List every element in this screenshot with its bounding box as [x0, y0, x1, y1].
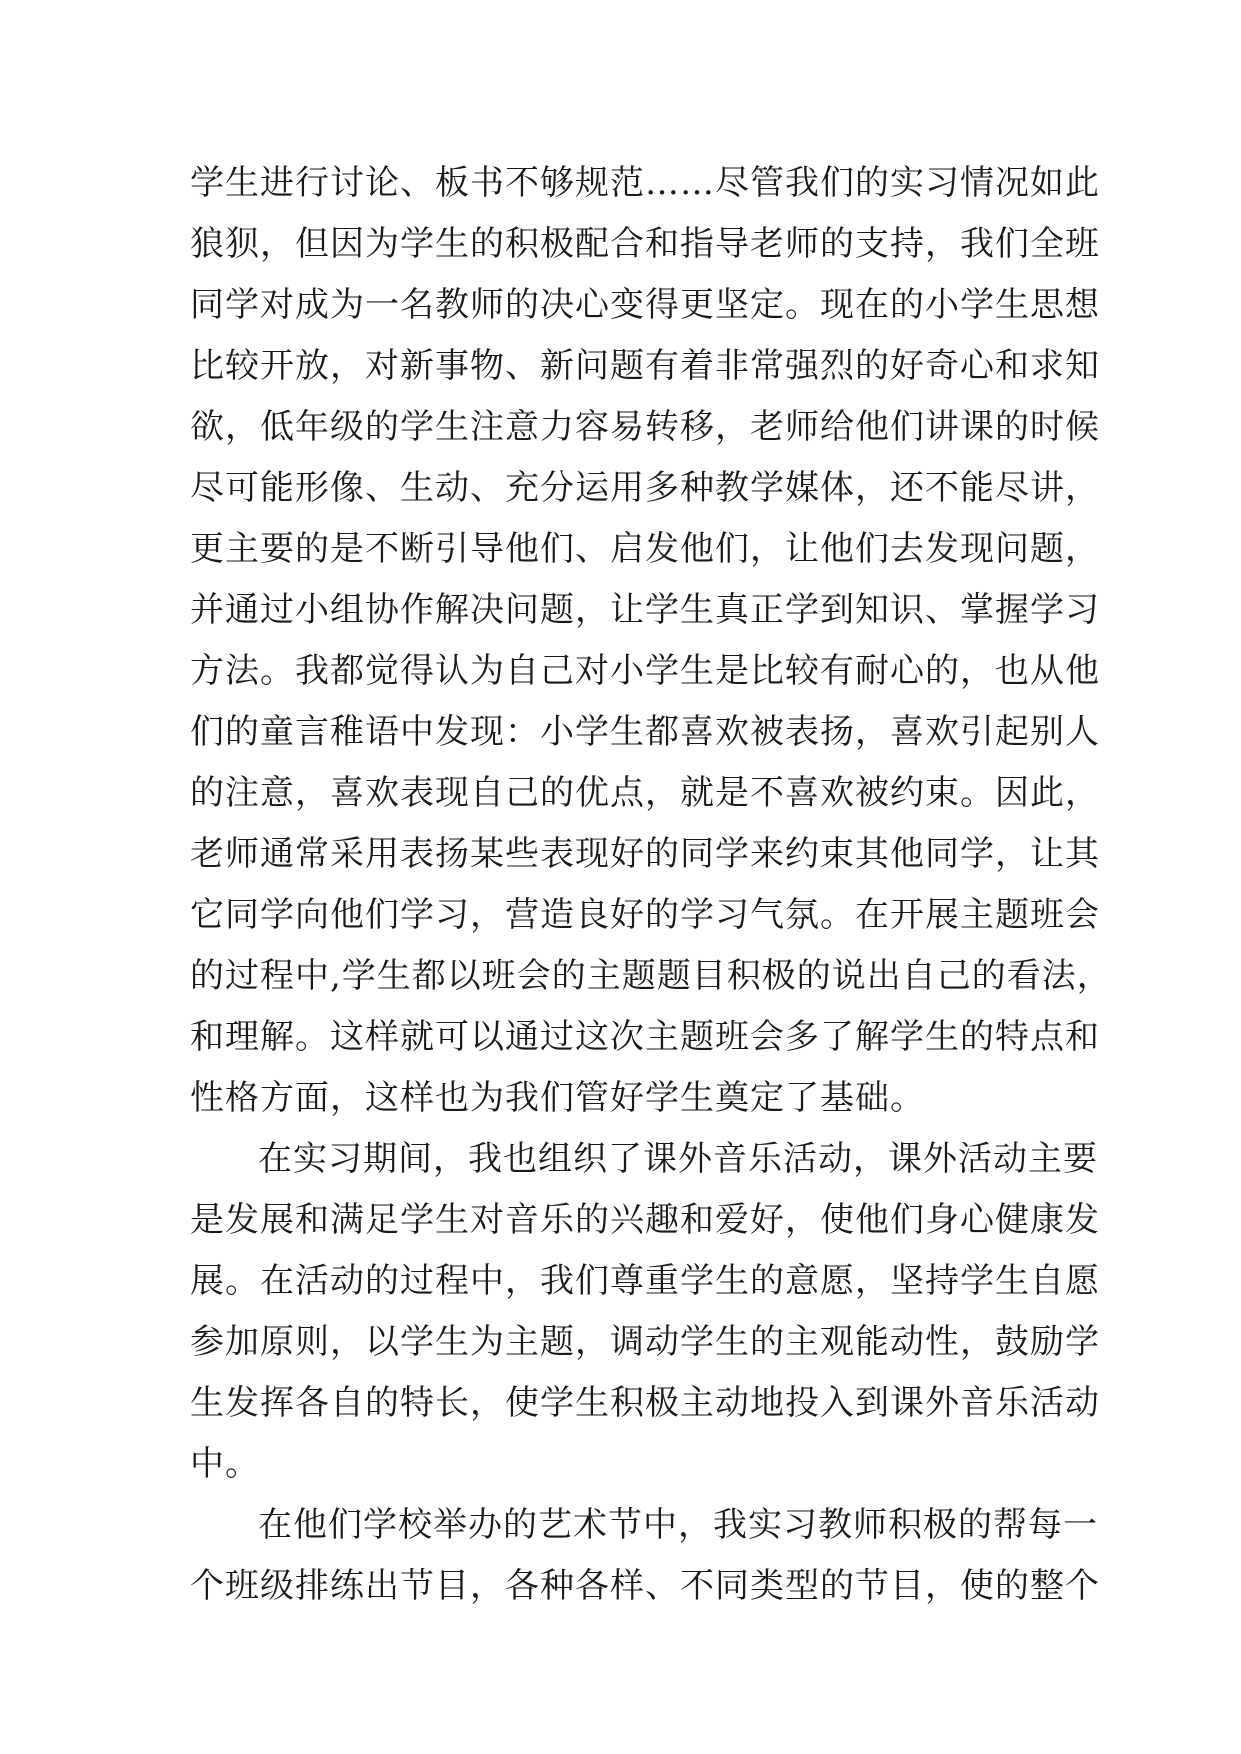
text-line: 它同学向他们学习，营造良好的学习气氛。在开展主题班会	[190, 895, 1100, 935]
paragraph-1	[190, 153, 1112, 1129]
text-line: 生发挥各自的特长，使学生积极主动地投入到课外音乐活动	[190, 1383, 1100, 1423]
text-line: 欲，低年级的学生注意力容易转移，老师给他们讲课的时候	[190, 407, 1100, 447]
text-line: 和理解。这样就可以通过这次主题班会多了解学生的特点和	[190, 1017, 1100, 1057]
text-line: 们的童言稚语中发现：小学生都喜欢被表扬，喜欢引起别人	[190, 712, 1100, 752]
text-line: 狼狈，但因为学生的积极配合和指导老师的支持，我们全班	[190, 224, 1100, 264]
paragraph-2	[190, 1129, 1100, 1495]
text-line: 并通过小组协作解决问题，让学生真正学到知识、掌握学习	[190, 590, 1100, 630]
text-line: 老师通常采用表扬某些表现好的同学来约束其他同学，让其	[190, 834, 1100, 874]
text-line: 比较开放，对新事物、新问题有着非常强烈的好奇心和求知	[190, 346, 1100, 386]
text-line: 更主要的是不断引导他们、启发他们，让他们去发现问题，	[190, 529, 1100, 569]
text-line: 展。在活动的过程中，我们尊重学生的意愿，坚持学生自愿	[190, 1261, 1100, 1301]
text-line: 尽可能形像、生动、充分运用多种教学媒体，还不能尽讲，	[190, 468, 1100, 508]
paragraph-3	[190, 1495, 1100, 1617]
text-line: 性格方面，这样也为我们管好学生奠定了基础。	[190, 1078, 925, 1118]
text-line: 个班级排练出节目，各种各样、不同类型的节目，使的整个	[190, 1566, 1100, 1606]
text-line: 中。	[190, 1444, 260, 1484]
text-line: 学生进行讨论、板书不够规范……尽管我们的实习情况如此	[190, 163, 1100, 203]
text-line: 同学对成为一名教师的决心变得更坚定。现在的小学生思想	[190, 285, 1100, 325]
text-line: 在实习期间，我也组织了课外音乐活动，课外活动主要	[258, 1139, 1098, 1179]
text-line: 参加原则，以学生为主题，调动学生的主观能动性，鼓励学	[190, 1322, 1100, 1362]
text-line: 方法。我都觉得认为自己对小学生是比较有耐心的，也从他	[190, 651, 1100, 691]
text-line: 在他们学校举办的艺术节中，我实习教师积极的帮每一	[258, 1505, 1098, 1545]
document-body	[190, 153, 1112, 1617]
text-line: 的注意，喜欢表现自己的优点，就是不喜欢被约束。因此，	[190, 773, 1100, 813]
text-line: 是发展和满足学生对音乐的兴趣和爱好，使他们身心健康发	[190, 1200, 1100, 1240]
text-line: 的过程中,学生都以班会的主题题目积极的说出自己的看法，	[190, 956, 1112, 996]
